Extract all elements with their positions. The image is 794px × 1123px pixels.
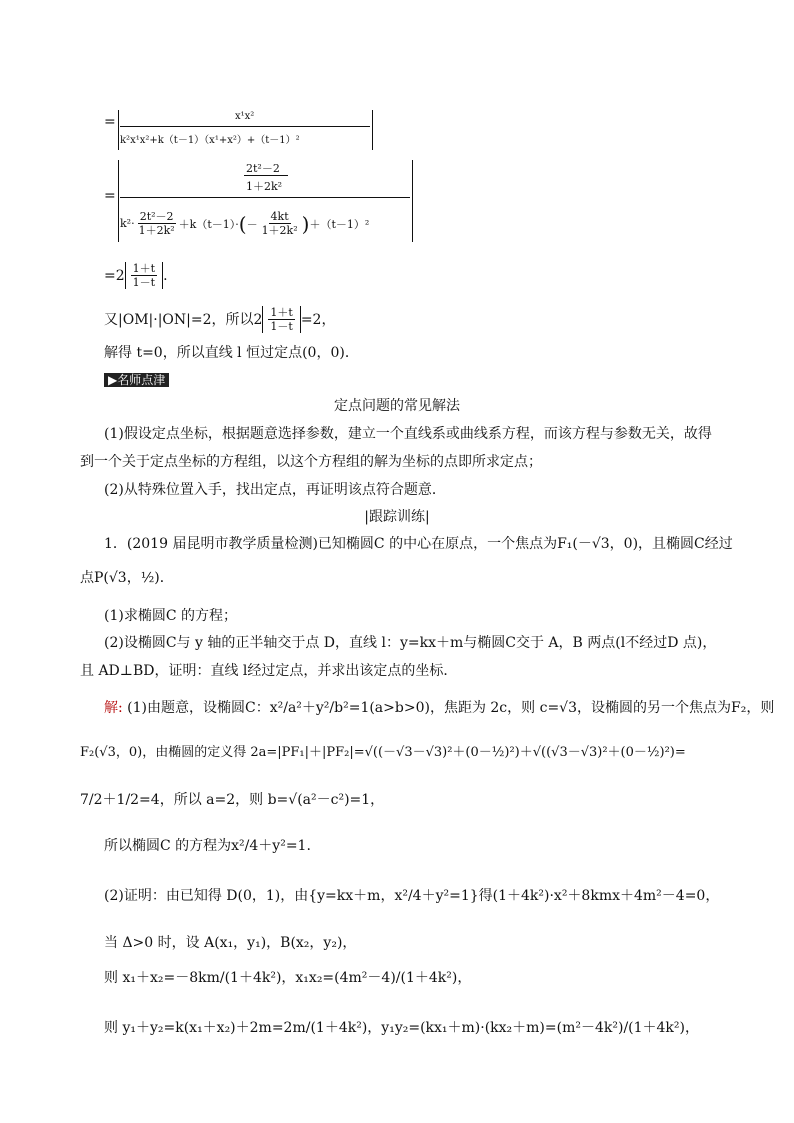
tag-label: ▶名师点津 [104, 373, 169, 387]
eq2-den-frac2 [260, 210, 300, 237]
text: 又|OM|·|ON|=2，所以2 [104, 311, 263, 328]
method-heading: 定点问题的常见解法 [334, 398, 460, 414]
frac-den: 1＋2k² [261, 224, 298, 237]
method-p2: (2)从特殊位置入手，找出定点，再证明该点符合题意． [104, 482, 446, 498]
solution-1d: 所以椭圆C 的方程为x²/4＋y²=1. [104, 838, 311, 854]
question-1d: (2)设椭圆C与 y 轴的正半轴交于点 D，直线 l：y=kx＋m与椭圆C交于 A，B 两点(l不经过D 点)， [104, 635, 717, 651]
paren-close: ) [301, 211, 310, 236]
question-1e: 且 AD⊥BD，证明：直线 l经过定点，并求出该定点的坐标． [80, 663, 458, 679]
eq2-den-a: k²· [120, 217, 135, 230]
eq1-denominator: k²x¹x²+k（t－1）（x¹+x²）+（t－1）² [120, 135, 300, 146]
eq2-den-frac1 [137, 210, 177, 237]
solution-label: 解: [104, 700, 123, 716]
solution-1a [104, 698, 774, 718]
frac-den: 1＋2k² [138, 224, 175, 237]
abs-bar-right-2 [412, 160, 413, 242]
solution-2c: 则 x₁＋x₂=－8km/(1＋4k²)，x₁x₂=(4m²－4)/(1＋4k²)， [104, 970, 472, 986]
eq1-numerator: x¹x² [235, 111, 255, 122]
eq2-num-n: 2t²－2 [246, 162, 280, 175]
abs-value [262, 306, 300, 333]
fraction [268, 306, 294, 333]
equation-2-prefix: = [104, 188, 116, 204]
frac-num: 1＋t [270, 306, 293, 319]
text: =2， [300, 311, 336, 328]
solution-text: (1)由题意，设椭圆C：x²/a²＋y²/b²=1(a>b>0)，焦距为 2c，则 c=√3，设椭圆的另一个焦点为F₂，则 [127, 700, 775, 716]
line-4 [104, 306, 335, 333]
method-p1b: 到一个关于定点坐标的方程组，以这个方程组的解为坐标的点即所求定点； [80, 454, 542, 470]
eq2-den-b: ＋k（t－1）· [178, 217, 239, 231]
abs-value [125, 262, 163, 289]
method-p1a: (1)假设定点坐标，根据题意选择参数，建立一个直线系或曲线系方程，而该方程与参数无关，故得 [104, 426, 712, 442]
question-1b: 点P(√3，½)． [80, 570, 174, 586]
solution-2d: 则 y₁＋y₂=k(x₁＋x₂)＋2m=2m/(1＋4k²)，y₁y₂=(kx₁＋m)·(kx₂＋m)=(m²－4k²)/(1＋4k²)， [104, 1020, 699, 1036]
fraction [131, 262, 157, 289]
training-heading: |跟踪训练| [364, 509, 430, 525]
eq2-denominator: k²· $\frac{\text{2t²－2}}{\text{1＋2k²}}$ ＋k（t－1）· ( － $\frac{4kt}{\text{1＋2k²}}$ ) ＋（t－1）² [120, 210, 370, 237]
eq2-num-line [244, 175, 288, 176]
section-tag [104, 370, 169, 390]
frac-den: 1－t [132, 276, 156, 289]
frac-num: 4kt [270, 210, 289, 223]
solution-2a: (2)证明：由已知得 D(0，1)，由{y=kx＋m，x²/4＋y²=1}得(1＋4k²)·x²＋8kmx＋4m²－4=0， [104, 888, 720, 904]
solution-1b: F₂(√3，0)，由椭圆的定义得 2a=|PF₁|＋|PF₂|=√((－√3－√3)²＋(0－½)²)＋√((√3－√3)²＋(0－½)²)= [80, 745, 686, 760]
question-1c: (1)求椭圆C 的方程； [104, 608, 237, 624]
frac-num: 1＋t [132, 262, 156, 275]
question-1a: 1．(2019 届昆明市教学质量检测)已知椭圆C 的中心在原点，一个焦点为F₁(－√3，0)，且椭圆C经过 [104, 536, 733, 552]
frac-den: 1－t [270, 320, 293, 333]
line-5: 解得 t=0，所以直线 l 恒过定点(0，0)． [104, 345, 359, 361]
eq-prefix: = [104, 114, 116, 130]
eq-prefix: =2 [104, 267, 125, 284]
eq-suffix: . [163, 267, 168, 284]
eq2-den-c: ＋（t－1）² [309, 217, 370, 231]
solution-2b: 当 Δ>0 时，设 A(x₁，y₁)，B(x₂，y₂)， [104, 935, 357, 951]
eq1-fraction-line [120, 126, 370, 127]
equation-3 [104, 262, 168, 289]
eq2-num-d: 1＋2k² [246, 180, 283, 193]
abs-bar-left [118, 110, 119, 150]
paren-open: ( [238, 211, 247, 236]
equation-1 [104, 112, 116, 132]
abs-bar-left-2 [118, 160, 119, 242]
frac-num: 2t²－2 [139, 210, 174, 223]
solution-1c: 7/2＋1/2=4，所以 a=2，则 b=√(a²－c²)=1， [80, 792, 385, 808]
eq2-fraction-line [120, 197, 410, 198]
abs-bar-right [372, 110, 373, 150]
